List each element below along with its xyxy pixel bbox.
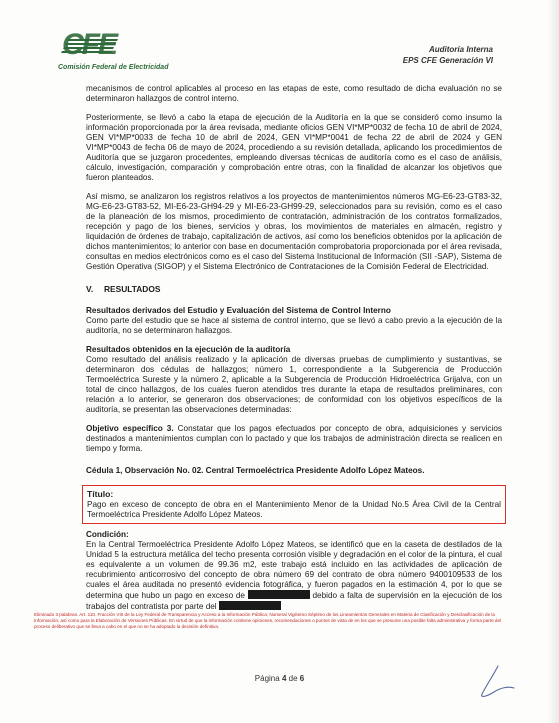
paragraph-records: Así mismo, se analizaron los registros relativos a los proyectos de mantenimientos números MG-E6-23-GT83-32, MG-E6-23-GT83-52, MI-E6-23-GH94-29 y MI-E6-23-GH99-29, seleccionados para su revisión, como es el caso de la planeación de los mismos, procedimiento de contratación, administración de los contratos formalizados, recepción y pago de los bienes, servicios y obras, los movimientos de materiales en almacén, registro y liquidación de órdenes de trabajo, capitalización de activos, así como los beneficios obtenidos por la aplicación de dichos mantenimientos; lo anterior con base en documentación comprobatoria proporcionada por el área revisada, consultas en medios electrónicos como es el caso del Sistema Institucional de Información (SII -SAP), Sistema de Gestión Operativa (SIGOP) y el Sistema Electrónico de Contrataciones de la Comisión Federal de Electricidad.	[86, 192, 502, 271]
header-department: Auditoría Interna	[428, 45, 493, 54]
objective-label: Objetivo específico 3.	[86, 424, 174, 433]
condition-text-b: debido a falta de supervisión en la ejecución de los trabajos del contratista por parte del	[86, 591, 502, 611]
paragraph-ejecucion: Como resultado del análisis realizado y la aplicación de diversas pruebas de cumplimiento y sustantivas, se determinaron dos cédulas de hallazgos; número 1, correspondiente a la Subgerencia de Producción Termoeléctrica Sureste y la número 2, aplicable a la Subgerencia de Producción Hidroeléctrica Grijalva, con un total de cinco hallazgos, de los cuales fueron atendidos tres durante la etapa de resultados preliminares, con relación a lo anterior, se generaron dos observaciones; de conformidad con los objetivos específicos de la auditoría, se presentan las observaciones determinadas:	[86, 355, 502, 414]
section-number: V.	[86, 284, 94, 294]
section-title: RESULTADOS	[104, 284, 161, 294]
redaction-footnote: Eliminado 3 palabras. Art. 110. Fracción VIII de la Ley Federal de Transparencia y Acceso a la Información Pública; Numeral Vigésimo Séptimo de los Lineamientos Generales en Materia de Clasificación y Desclasificación de la Información, así como para la Elaboración de Versiones Públicas. En virtud de que la información contiene opiniones, recomendaciones o puntos de vista de en los que se presume una posible falta administrativa y forma parte del proceso deliberativo que se lleva a cabo en el que no se ha adoptado la decisión definitiva.	[34, 612, 502, 629]
document-body	[86, 84, 502, 612]
title-label: Título:	[87, 489, 114, 499]
condition-text-a: En la Central Termoeléctrica Presidente Adolfo López Mateos, se identificó que en la caseta de destilados de la Unidad 5 la estructura metálica del techo presenta corrosión visible y degradación en el color de la pintura, el cual es equivalente a un volumen de 99.36 m2, este trabajo está incluido en las actividades de aplicación de recubrimiento anticorrosivo del concepto de obra número 69 del contrato de obra número 9400109533 de los cuales el área auditada no presentó evidencia fotográfica, y fueron pagados en la estimación 4, por lo que se determina que hubo un pago en exceso de	[86, 540, 502, 600]
paragraph-control-interno: Como parte del estudio que se hace al sistema de control interno, que se llevó a cabo previo a la ejecución de la auditoría, no se determinaron hallazgos.	[86, 316, 502, 335]
scan-edge-shadow	[547, 0, 559, 723]
redaction-block-2	[219, 601, 281, 610]
page-label: Página	[254, 674, 280, 683]
paragraph-condition	[86, 540, 502, 612]
handwritten-signature	[468, 664, 518, 700]
header-unit: EPS CFE Generación VI	[402, 56, 493, 65]
section-heading	[86, 284, 502, 294]
header-right	[403, 44, 493, 66]
condition-label: Condición:	[86, 530, 129, 539]
paragraph-execution: Posteriormente, se llevó a cabo la etapa de ejecución de la Auditoría en la que se consideró como insumo la información proporcionada por la área revisada, mediante oficios GEN VI*MP*0032 de fecha 10 de abril de 2024, GEN VI*MP*0033 de fecha 10 de abril de 2024, GEN VI*MP*0041 de fecha 22 de abril de 2024 y GEN VI*MP*0043 de fecha 06 de mayo de 2024, procediendo a su revisión detallada, aplicando los procedimientos de Auditoría que se juzgaron procedentes, empleando diversas técnicas de auditoría como es el caso de análisis, cálculo, investigación, comparación y comprobación entre otras, con la finalidad de alcanzar los objetivos que fueron planteados.	[86, 113, 502, 182]
subheading-ejecucion: Resultados obtenidos en la ejecución de la auditoría	[86, 345, 291, 354]
highlighted-title-box	[82, 485, 506, 524]
cfe-logo	[58, 30, 168, 78]
redaction-block-1	[248, 590, 310, 599]
cfe-logo-subtitle: Comisión Federal de Electricidad	[58, 64, 169, 71]
cfe-logo-text: CFE	[62, 28, 116, 61]
paragraph-intro-tail: mecanismos de control aplicables al proceso en las etapas de este, como resultado de dicha evaluación no se determinaron hallazgos de control interno.	[86, 84, 502, 103]
page-of: de	[288, 674, 298, 683]
subheading-control-interno: Resultados derivados del Estudio y Evaluación del Sistema de Control Interno	[86, 306, 391, 315]
page-current: 4	[281, 674, 287, 683]
objective-text: Constatar que los pagos efectuados por concepto de obra, adquisiciones y servicios destinados a mantenimientos cumplan con lo pactado y que los trabajos de administración directa se realicen en tiempo y forma.	[86, 424, 502, 453]
cedula-heading: Cédula 1, Observación No. 02. Central Termoeléctrica Presidente Adolfo López Mateos.	[86, 466, 425, 475]
paragraph-objective	[86, 424, 502, 454]
page-total: 6	[299, 674, 305, 683]
title-text: Pago en exceso de concepto de obra en el Mantenimiento Menor de la Unidad No.5 Área Civil de la Central Termoeléctrica Presidente Adolfo López Mateos.	[87, 500, 501, 519]
